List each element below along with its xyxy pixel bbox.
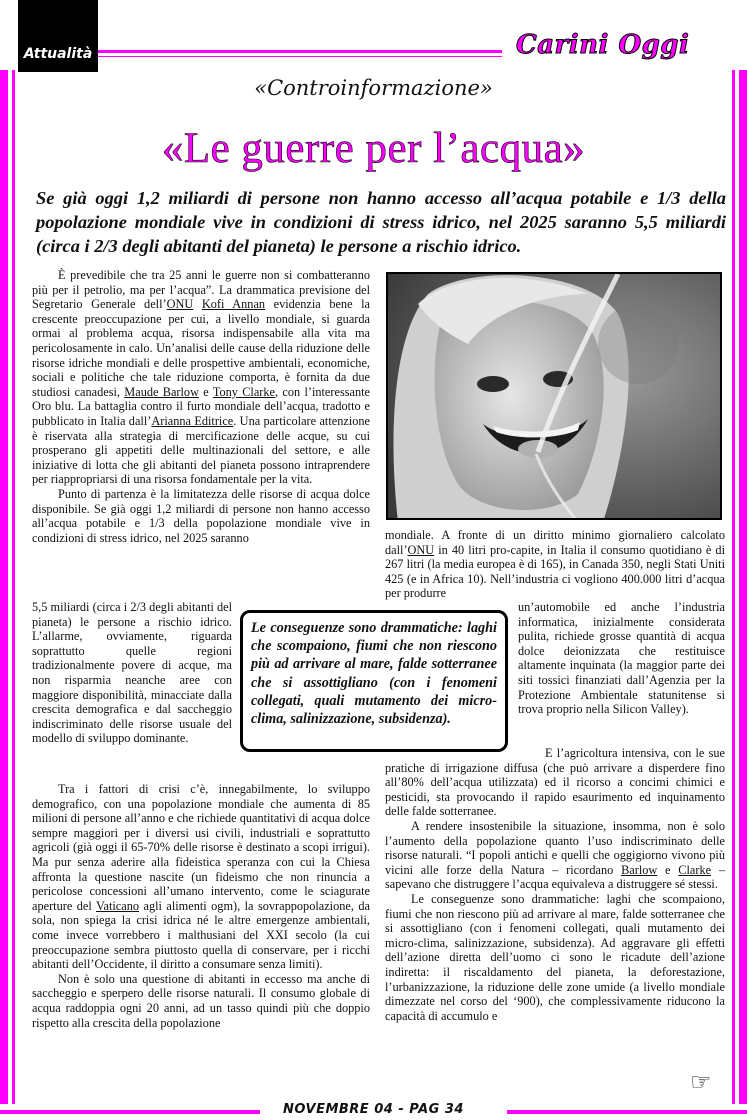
- paragraph-1: È prevedibile che tra 25 anni le guerre non si combatteranno più per il petrolio, ma per l’acqua”. La drammatica previsione del Segretario Generale dell’ONU Kofi Annan evidenzia bene la crescente preoccupazione per cui, a livello mondiale, si guarda ormai al problema acqua, risorsa indispensabile alla vita ma pericolosamente in calo. Un’analisi delle cause della riduzione delle risorse idriche mondiali e delle prospettive ambientali, economiche, sociali e politiche che tale riduzione comporta, è fornita da due studiosi canadesi, Maude Barlow e Tony Clarke, con l’interessante Oro blu. La battaglia contro il furto mondiale dell’acqua, tradotto e pubblicato in Italia dall’Arianna Editrice. Una particolare attenzione è riservata alla strategia di mercificazione delle acque, su cui prosperano gli appetiti delle multinazionali del settore, e alle iniziative di lotta che gli abitanti del pianeta possono intraprendere per riappropriarsi di una risorsa fondamentale per la vita.: [32, 268, 370, 487]
- top-rule: [96, 50, 502, 53]
- paragraph-8: Le conseguenze sono drammatiche: laghi che scompaiono, fiumi che non riescono più ad arrivare al mare, falde sotterranee che si assottigliano (con i fenomeni collegati, quali mutamento dei micro-clima, salinizzazione, subsidenza). Ad aggravare gli effetti dell’azione diretta dell’uomo ci sono le ricadute dell’azione indiretta: il riscaldamento del pianeta, la deforestazione, l’urbanizzazione, la riduzione delle zone umide (a livello mondiale dimezzate nel corso del ‘900), che complessivamente riducono la capacità di accumulo e: [385, 891, 725, 1023]
- article-column-right-top: [385, 528, 725, 601]
- page-footer: NOVEMBRE 04 - PAG 34: [283, 1102, 464, 1117]
- article-column-left-bottom: [32, 782, 370, 1030]
- frame-right-border: [739, 70, 747, 1110]
- paragraph-2-continued: 5,5 miliardi (circa i 2/3 degli abitanti del pianeta) le persone a rischio idrico. L’allarme, ovviamente, riguarda soprattutto quelle regioni tradizionalmente povere di acque, ma non risparmia neanche aree con maggiore disponibilità, minacciate dalla crescita demografica e dal saccheggio indiscriminato delle risorse usuale del modello di sviluppo dominante.: [32, 600, 232, 746]
- paragraph-2: Punto di partenza è la limitatezza delle risorse di acqua dolce disponibile. Se già oggi 1,2 miliardi di persone non hanno accesso all’acqua potabile e 1/3 della popolazione mondiale vive in condizioni di stress idrico, nel 2025 saranno: [32, 486, 370, 545]
- frame-right-inner-border: [732, 70, 735, 1110]
- link-vaticano[interactable]: Vaticano: [96, 898, 140, 913]
- headline: «Le guerre per l’acqua»: [161, 125, 586, 172]
- pointing-hand-icon: ☞: [690, 1070, 712, 1096]
- link-kofi-annan[interactable]: Kofi Annan: [201, 297, 266, 312]
- standfirst: Se già oggi 1,2 miliardi di persone non hanno accesso all’acqua potabile e 1/3 della popolazione mondiale vive in condizioni di stress idrico, nel 2025 saranno 5,5 miliardi (circa i 2/3 degli abitanti del pianeta) le persone a rischio idrico.: [36, 188, 726, 256]
- link-barlow[interactable]: Barlow: [621, 862, 658, 877]
- paragraph-4: Non è solo una questione di abitanti in eccesso ma anche di saccheggio e sperpero delle risorse naturali. Il consumo globale di acqua raddoppia ogni 20 anni, ad un tasso quindi più che doppio rispetto alla crescita della popolazione: [32, 971, 370, 1030]
- frame-left-inner-border: [12, 70, 15, 1110]
- magazine-brand: Carini Oggi: [516, 30, 690, 60]
- article-column-left-narrow: [32, 600, 232, 746]
- child-drinking-water-photo: [386, 272, 722, 520]
- article-column-right-bottom: [385, 746, 725, 1023]
- link-onu-2[interactable]: ONU: [407, 542, 435, 557]
- article-column-left-top: [32, 268, 370, 545]
- pull-quote: Le conseguenze sono drammatiche: laghi che scompaiono, fiumi che non riescono più ad arrivare al mare, falde sotterranee che si assottigliano (con i fenomeni collegati, quali mutamento dei micro-clima, salinizzazione, subsidenza).: [240, 610, 508, 752]
- paragraph-5-continued: un’automobile ed anche l’industria informatica, inizialmente considerata pulita, richiede grosse quantità di acqua dolce deionizzata che restituisce altamente inquinata (la maggior parte dei siti tossici finanziati dall’Agenzia per la Protezione Ambientale statunitense si trova proprio nella Silicon Valley).: [518, 600, 725, 717]
- photo-illustration: [388, 274, 722, 520]
- paragraph-6: E l’agricoltura intensiva, con le sue pratiche di irrigazione diffusa (che può arrivare a disperdere fino all’80% dell’acqua utilizzata) ed il ricorso a concimi chimici e pesticidi, sta provocando il rapido esaurimento ed inquinamento delle falde sotterranee.: [385, 746, 725, 819]
- paragraph-7: A rendere insostenibile la situazione, insomma, non è solo l’aumento della popolazione quanto l’uso indiscriminato delle risorse naturali. “I popoli antichi e quelli che oggigiorno vivono più vicini alle forze della Natura – ricordano Barlow e Clarke – sapevano che distruggere l’acqua equivaleva a distruggere sé stessi.: [385, 818, 725, 892]
- article-column-right-narrow: [518, 600, 725, 717]
- section-label: Attualità: [23, 46, 93, 62]
- kicker: «Controinformazione»: [254, 76, 493, 100]
- top-rule-thin: [96, 56, 502, 57]
- paragraph-5: mondiale. A fronte di un diritto minimo giornaliero calcolato dall’ONU in 40 litri pro-capite, in Italia il consumo quotidiano è di 267 litri (la media europea è di 165), in Canada 350, negli Stati Uniti 425 (e in Africa 10). Nell’industria ci vogliono 400.000 litri d’acqua per produrre: [385, 528, 725, 601]
- link-clarke[interactable]: Clarke: [678, 862, 712, 877]
- link-onu[interactable]: ONU: [166, 297, 194, 312]
- frame-left-border: [0, 70, 8, 1110]
- link-tony-clarke[interactable]: Tony Clarke: [212, 384, 275, 399]
- paragraph-3: Tra i fattori di crisi c’è, innegabilmente, lo sviluppo demografico, con una popolazione mondiale che aumenta di 85 milioni di persone all’anno e che richiede quantitativi di acqua dolce sempre maggiori per i diversi usi civili, industriali e soprattutto agricoli (già oggi il 65-70% delle risorse è destinato a scopi irrigui). Ma pur senza aderire alla fideistica speranza con cui la Chiesa affronta la questione nascite (un fideismo che non rinuncia a pericolose concessioni all’umano intervento, come le sciagurate aperture del Vaticano agli alimenti ogm), la sovrappopolazione, da sola, non spiega la crisi idrica né le altre emergenze ambientali, come invece vorrebbero i malthusiani del XXI secolo (la cui preoccupazione sembra piuttosto quella di conservare, per i ricchi abitanti dell’Occidente, il diritto a consumare senza limiti).: [32, 782, 370, 972]
- link-arianna-editrice[interactable]: Arianna Editrice: [151, 413, 234, 428]
- link-maude-barlow[interactable]: Maude Barlow: [124, 384, 199, 399]
